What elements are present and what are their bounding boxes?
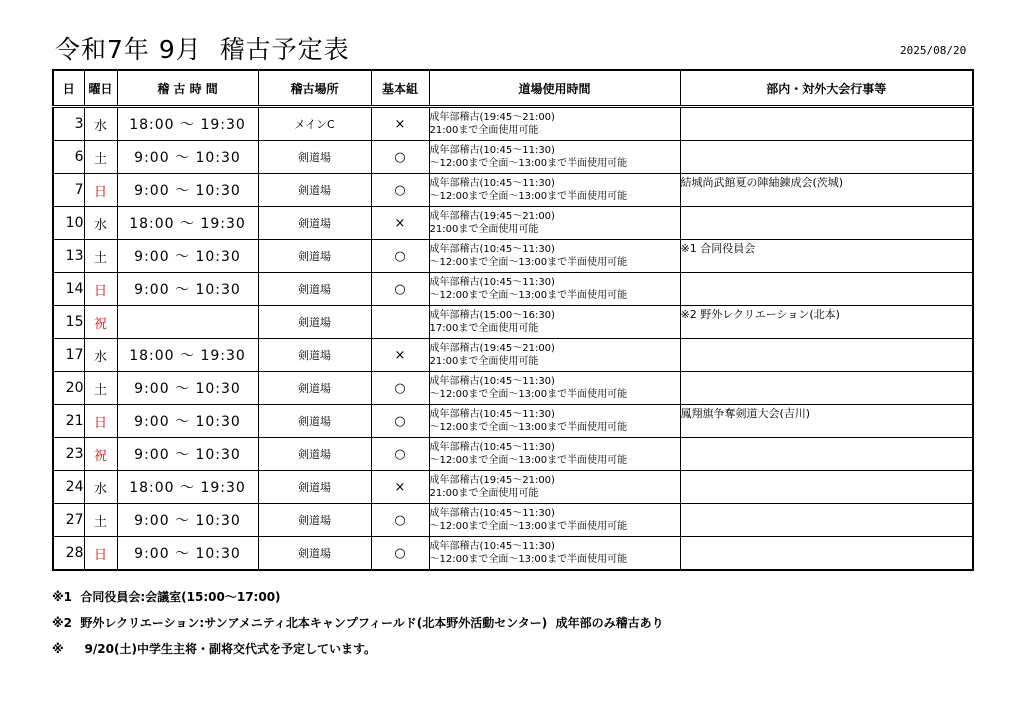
- table-row: [53, 339, 973, 372]
- dojo-use-line: 〜12:00まで全面〜13:00まで半面使用可能: [429, 521, 628, 532]
- practice-time-cell: 18:00 〜 19:30: [117, 107, 258, 141]
- footnotes: [52, 588, 664, 666]
- kihon-cell: [371, 306, 429, 339]
- dojo-use-line: 21:00まで全面使用可能: [429, 488, 539, 499]
- kihon-cell: ×: [371, 207, 429, 240]
- event-cell: [680, 339, 973, 372]
- event-cell: 結城尚武館夏の陣紬錬成会(茨城): [680, 174, 973, 207]
- day-cell: 21: [53, 405, 84, 438]
- place-cell: 剣道場: [258, 339, 371, 372]
- page-title: 令和7年 9月 稽古予定表: [55, 35, 350, 64]
- dojo-use-line: 成年部稽古(10:45〜11:30): [429, 376, 555, 387]
- place-cell: 剣道場: [258, 240, 371, 273]
- dojo-use-cell: [429, 141, 680, 174]
- practice-time-cell: 18:00 〜 19:30: [117, 207, 258, 240]
- dojo-use-cell: [429, 471, 680, 504]
- header-day: 日: [53, 70, 84, 107]
- day-cell: 3: [53, 107, 84, 141]
- practice-time-cell: [117, 306, 258, 339]
- day-cell: 27: [53, 504, 84, 537]
- practice-time-cell: 18:00 〜 19:30: [117, 471, 258, 504]
- kihon-cell: ×: [371, 107, 429, 141]
- dojo-use-line: 21:00まで全面使用可能: [429, 224, 539, 235]
- practice-time-cell: 9:00 〜 10:30: [117, 273, 258, 306]
- kihon-cell: ○: [371, 537, 429, 571]
- practice-time-cell: 9:00 〜 10:30: [117, 174, 258, 207]
- dojo-use-line: 成年部稽古(15:00〜16:30): [429, 310, 555, 321]
- practice-time-cell: 9:00 〜 10:30: [117, 141, 258, 174]
- event-cell: [680, 273, 973, 306]
- event-cell: ※2 野外レクリエーション(北本): [680, 306, 973, 339]
- dojo-use-cell: [429, 240, 680, 273]
- header-kihon-group: 基本組: [371, 70, 429, 107]
- day-cell: 15: [53, 306, 84, 339]
- header-events: 部内・対外大会行事等: [680, 70, 973, 107]
- footnote-1: ※1 合同役員会:会議室(15:00〜17:00): [52, 590, 281, 604]
- weekday-cell: 日: [84, 537, 117, 571]
- kihon-cell: ○: [371, 240, 429, 273]
- day-cell: 10: [53, 207, 84, 240]
- table-row: [53, 537, 973, 571]
- practice-time-cell: 18:00 〜 19:30: [117, 339, 258, 372]
- weekday-cell: 土: [84, 240, 117, 273]
- event-cell: [680, 207, 973, 240]
- table-row: [53, 207, 973, 240]
- event-cell: [680, 471, 973, 504]
- header-practice-time: 稽 古 時 間: [117, 70, 258, 107]
- practice-time-cell: 9:00 〜 10:30: [117, 372, 258, 405]
- day-cell: 13: [53, 240, 84, 273]
- dojo-use-cell: [429, 107, 680, 141]
- event-cell: ※1 合同役員会: [680, 240, 973, 273]
- footnote-2: ※2 野外レクリエーション:サンアメニティ北本キャンプフィールド(北本野外活動センター) 成年部のみ稽古あり: [52, 616, 664, 630]
- table-row: [53, 240, 973, 273]
- event-cell: 鳳翔旗争奪剣道大会(吉川): [680, 405, 973, 438]
- kihon-cell: ○: [371, 141, 429, 174]
- dojo-use-cell: [429, 174, 680, 207]
- footnote-3: ※ 9/20(土)中学生主将・副将交代式を予定しています。: [52, 642, 376, 656]
- header-dojo-use: 道場使用時間: [429, 70, 680, 107]
- weekday-cell: 水: [84, 339, 117, 372]
- dojo-use-line: 成年部稽古(10:45〜11:30): [429, 442, 555, 453]
- day-cell: 20: [53, 372, 84, 405]
- practice-time-cell: 9:00 〜 10:30: [117, 405, 258, 438]
- dojo-use-line: 成年部稽古(10:45〜11:30): [429, 409, 555, 420]
- dojo-use-line: 〜12:00まで全面〜13:00まで半面使用可能: [429, 290, 628, 301]
- event-cell: [680, 107, 973, 141]
- dojo-use-cell: [429, 207, 680, 240]
- place-cell: 剣道場: [258, 372, 371, 405]
- dojo-use-line: 成年部稽古(10:45〜11:30): [429, 541, 555, 552]
- table-row: [53, 306, 973, 339]
- dojo-use-line: 成年部稽古(19:45〜21:00): [429, 112, 555, 123]
- dojo-use-line: 21:00まで全面使用可能: [429, 356, 539, 367]
- day-cell: 24: [53, 471, 84, 504]
- kihon-cell: ×: [371, 471, 429, 504]
- header-weekday: 曜日: [84, 70, 117, 107]
- table-header-row: [53, 70, 973, 107]
- table-row: [53, 174, 973, 207]
- schedule-table: [52, 69, 974, 571]
- header-place: 稽古場所: [258, 70, 371, 107]
- event-cell: [680, 537, 973, 571]
- day-cell: 6: [53, 141, 84, 174]
- dojo-use-line: 成年部稽古(19:45〜21:00): [429, 343, 555, 354]
- weekday-cell: 水: [84, 471, 117, 504]
- weekday-cell: 水: [84, 107, 117, 141]
- dojo-use-line: 〜12:00まで全面〜13:00まで半面使用可能: [429, 554, 628, 565]
- place-cell: 剣道場: [258, 273, 371, 306]
- kihon-cell: ○: [371, 372, 429, 405]
- table-row: [53, 273, 973, 306]
- day-cell: 23: [53, 438, 84, 471]
- dojo-use-line: 成年部稽古(19:45〜21:00): [429, 475, 555, 486]
- issue-date: 2025/08/20: [900, 44, 967, 57]
- kihon-cell: ○: [371, 438, 429, 471]
- event-cell: [680, 141, 973, 174]
- kihon-cell: ×: [371, 339, 429, 372]
- practice-time-cell: 9:00 〜 10:30: [117, 504, 258, 537]
- kihon-cell: ○: [371, 174, 429, 207]
- dojo-use-line: 〜12:00まで全面〜13:00まで半面使用可能: [429, 158, 628, 169]
- table-row: [53, 504, 973, 537]
- weekday-cell: 土: [84, 372, 117, 405]
- day-cell: 14: [53, 273, 84, 306]
- table-row: [53, 405, 973, 438]
- dojo-use-line: 成年部稽古(10:45〜11:30): [429, 145, 555, 156]
- kihon-cell: ○: [371, 273, 429, 306]
- dojo-use-line: 21:00まで全面使用可能: [429, 125, 539, 136]
- table-row: [53, 438, 973, 471]
- place-cell: 剣道場: [258, 405, 371, 438]
- dojo-use-line: 成年部稽古(10:45〜11:30): [429, 178, 555, 189]
- weekday-cell: 土: [84, 141, 117, 174]
- dojo-use-cell: [429, 273, 680, 306]
- weekday-cell: 祝: [84, 438, 117, 471]
- dojo-use-cell: [429, 504, 680, 537]
- day-cell: 17: [53, 339, 84, 372]
- dojo-use-line: 〜12:00まで全面〜13:00まで半面使用可能: [429, 422, 628, 433]
- day-cell: 7: [53, 174, 84, 207]
- weekday-cell: 水: [84, 207, 117, 240]
- weekday-cell: 日: [84, 405, 117, 438]
- place-cell: メインC: [258, 107, 371, 141]
- dojo-use-line: 成年部稽古(10:45〜11:30): [429, 508, 555, 519]
- weekday-cell: 日: [84, 174, 117, 207]
- place-cell: 剣道場: [258, 471, 371, 504]
- practice-time-cell: 9:00 〜 10:30: [117, 240, 258, 273]
- dojo-use-line: 成年部稽古(10:45〜11:30): [429, 277, 555, 288]
- place-cell: 剣道場: [258, 504, 371, 537]
- dojo-use-line: 成年部稽古(10:45〜11:30): [429, 244, 555, 255]
- event-cell: [680, 438, 973, 471]
- kihon-cell: ○: [371, 405, 429, 438]
- place-cell: 剣道場: [258, 537, 371, 571]
- dojo-use-line: 〜12:00まで全面〜13:00まで半面使用可能: [429, 257, 628, 268]
- dojo-use-cell: [429, 306, 680, 339]
- practice-time-cell: 9:00 〜 10:30: [117, 438, 258, 471]
- event-cell: [680, 504, 973, 537]
- dojo-use-cell: [429, 405, 680, 438]
- dojo-use-line: 〜12:00まで全面〜13:00まで半面使用可能: [429, 455, 628, 466]
- place-cell: 剣道場: [258, 306, 371, 339]
- table-row: [53, 372, 973, 405]
- place-cell: 剣道場: [258, 438, 371, 471]
- dojo-use-cell: [429, 372, 680, 405]
- place-cell: 剣道場: [258, 141, 371, 174]
- event-cell: [680, 372, 973, 405]
- dojo-use-cell: [429, 339, 680, 372]
- dojo-use-cell: [429, 438, 680, 471]
- practice-time-cell: 9:00 〜 10:30: [117, 537, 258, 571]
- dojo-use-line: 〜12:00まで全面〜13:00まで半面使用可能: [429, 191, 628, 202]
- dojo-use-line: 〜12:00まで全面〜13:00まで半面使用可能: [429, 389, 628, 400]
- place-cell: 剣道場: [258, 207, 371, 240]
- table-row: [53, 471, 973, 504]
- kihon-cell: ○: [371, 504, 429, 537]
- weekday-cell: 日: [84, 273, 117, 306]
- weekday-cell: 土: [84, 504, 117, 537]
- dojo-use-line: 成年部稽古(19:45〜21:00): [429, 211, 555, 222]
- table-row: [53, 107, 973, 141]
- dojo-use-line: 17:00まで全面使用可能: [429, 323, 539, 334]
- dojo-use-cell: [429, 537, 680, 571]
- weekday-cell: 祝: [84, 306, 117, 339]
- day-cell: 28: [53, 537, 84, 571]
- table-row: [53, 141, 973, 174]
- place-cell: 剣道場: [258, 174, 371, 207]
